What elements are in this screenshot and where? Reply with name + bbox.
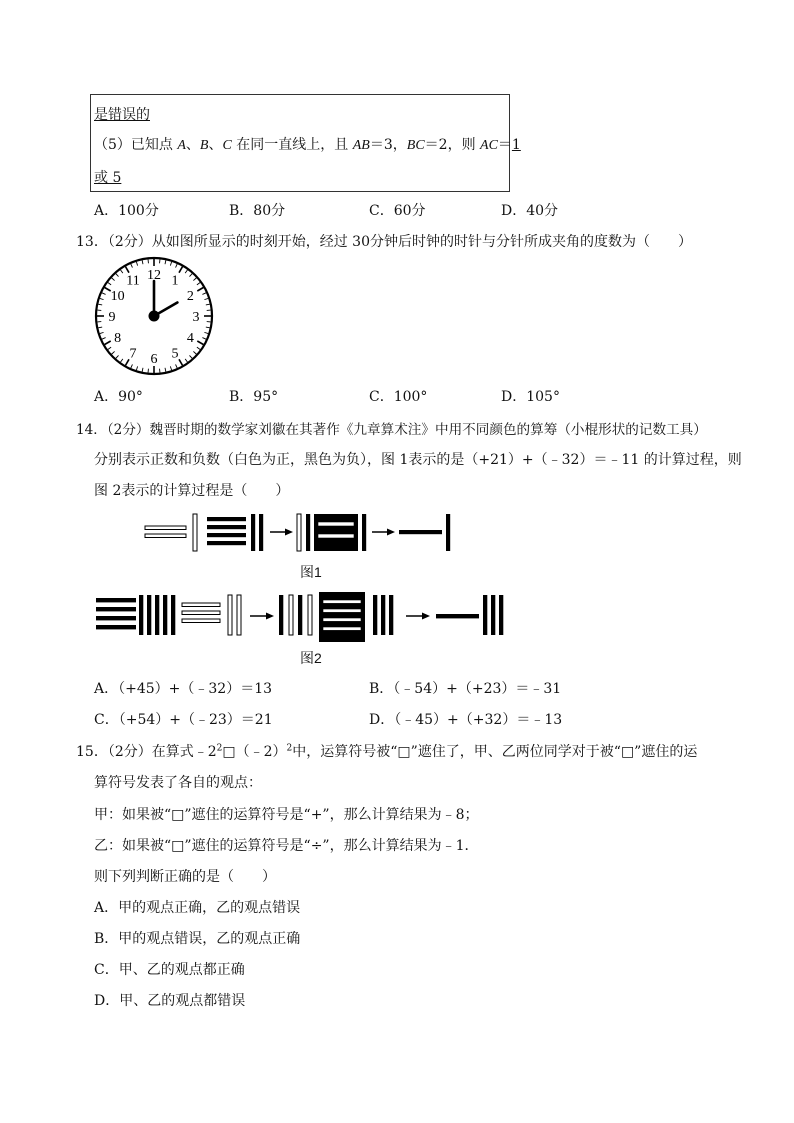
black-rod-vertical (279, 595, 283, 635)
q12-option-c[interactable]: C．60分 (369, 203, 426, 219)
black-rod-vertical (499, 595, 503, 635)
clock-number: 3 (192, 310, 200, 325)
figure-2-label: 图2 (300, 650, 322, 666)
clock-minor-tick (189, 355, 192, 358)
clock-figure (93, 255, 215, 377)
clock-minor-tick (193, 278, 196, 281)
white-rod-vertical (289, 595, 293, 635)
clock-minor-tick (204, 332, 208, 333)
q15-stem-post: 中，运算符号被“□”遮住了，甲、乙两位同学对于被“□”遮住的运 (292, 744, 698, 760)
q12-option-b[interactable]: B．80分 (229, 203, 286, 219)
white-rod-horizontal (182, 603, 220, 607)
q15-statement-jia: 甲：如果被“□”遮住的运算符号是“+”，那么计算结果为﹣8； (94, 807, 479, 823)
clock-number: 6 (150, 352, 158, 367)
clock-major-tick (105, 341, 111, 345)
clock-minor-tick (100, 298, 104, 299)
black-rod-vertical (362, 514, 366, 551)
clock-number: 8 (114, 331, 122, 346)
black-rod-vertical (306, 514, 310, 551)
clock-number: 2 (186, 289, 194, 304)
clock-minor-tick (142, 260, 143, 264)
clock-major-tick (179, 359, 183, 365)
black-rod-block (319, 592, 365, 642)
clock-number: 12 (147, 268, 161, 283)
clock-minor-tick (185, 270, 187, 273)
white-rod-horizontal (323, 609, 361, 612)
black-rod-vertical (139, 595, 143, 635)
black-rod-vertical (373, 595, 377, 635)
black-rod-vertical (446, 514, 450, 551)
q14-option-c[interactable]: C．（+54）+（﹣23）＝21 (94, 712, 273, 728)
arrow-icon (422, 613, 430, 620)
clock-number: 10 (110, 289, 125, 304)
answer-underlined: 1 (511, 137, 521, 153)
clock-minor-tick (197, 347, 200, 349)
black-rod-horizontal (96, 625, 136, 629)
point-a: A (177, 138, 186, 153)
q15-option-a[interactable]: A．甲的观点正确，乙的观点错误 (94, 900, 301, 916)
eq: ＝ (497, 137, 512, 153)
q14-stem-line-2: 分别表示正数和负数（白色为正，黑色为负），图 1表示的是（+21）+（﹣32）＝﹣11 的计算过程，则 (94, 452, 742, 468)
black-rod-horizontal (207, 541, 246, 545)
white-rod-horizontal (323, 600, 361, 603)
clock-major-tick (126, 359, 130, 365)
clock-minor-tick (176, 264, 178, 268)
white-rod-horizontal (182, 611, 220, 615)
clock-minor-tick (197, 282, 200, 284)
arrow-icon (285, 529, 293, 536)
box-line-2-mid: 在同一直线上，且 (231, 137, 353, 153)
q15-option-d[interactable]: D．甲、乙的观点都错误 (94, 993, 246, 1009)
black-rod-horizontal (207, 525, 246, 529)
clock-minor-tick (112, 278, 115, 281)
box-line-2 (94, 134, 521, 154)
clock-number: 5 (171, 346, 179, 362)
clock-minor-tick (116, 274, 119, 277)
white-rod-vertical (308, 595, 312, 635)
clock-minor-tick (136, 366, 137, 370)
segment-bc: BC (406, 138, 425, 153)
black-rod-vertical (163, 595, 167, 635)
black-rod-vertical (298, 595, 302, 635)
clock-minor-tick (136, 262, 137, 266)
clock-minor-tick (189, 274, 192, 277)
clock-minor-tick (131, 264, 133, 268)
white-rod-vertical (237, 595, 241, 635)
white-rod-horizontal (145, 534, 186, 538)
q15-stem-line-1 (76, 741, 697, 761)
black-rod-vertical (259, 514, 263, 551)
black-rod-vertical (147, 595, 151, 635)
q13-option-c[interactable]: C．100° (369, 389, 428, 405)
q15-question: 则下列判断正确的是（ ） (94, 869, 276, 885)
white-rod-horizontal (182, 619, 220, 623)
q13-option-a[interactable]: A．90° (94, 389, 143, 405)
q14-option-d[interactable]: D．（﹣45）+（+32）＝﹣13 (369, 712, 563, 728)
q14-option-b[interactable]: B．（﹣54）+（+23）＝﹣31 (369, 681, 562, 697)
box-line-1: 是错误的 (94, 107, 150, 123)
clock-number: 4 (186, 331, 194, 346)
clock-minor-tick (206, 304, 210, 305)
clock-number: 11 (126, 273, 140, 289)
white-rod-horizontal (323, 627, 361, 630)
clock-minor-tick (98, 304, 102, 305)
q15-stem-pre: 15．（2分）在算式﹣2 (76, 744, 217, 760)
segment-ab: AB (352, 138, 370, 153)
clock-minor-tick (100, 332, 104, 333)
black-rod-vertical (389, 595, 393, 635)
exponent: 2 (286, 743, 293, 754)
white-rod-horizontal (318, 522, 354, 526)
counting-rods-figure-1 (140, 510, 460, 556)
clock-minor-tick (102, 293, 106, 295)
clock-minor-tick (102, 338, 106, 340)
q15-option-b[interactable]: B．甲的观点错误，乙的观点正确 (94, 931, 301, 947)
black-rod-vertical (155, 595, 159, 635)
clock-minor-tick (193, 351, 196, 354)
clock-minor-tick (108, 282, 111, 284)
clock-minor-tick (112, 351, 115, 354)
clock-center (149, 311, 160, 322)
clock-minor-tick (120, 270, 122, 273)
q14-stem-line-1: 14．（2分）魏晋时期的数学家刘徽在其著作《九章算术注》中用不同颜色的算筹（小棍形状的记数工具） (76, 422, 707, 438)
clock-number: 7 (129, 346, 137, 362)
clock-minor-tick (98, 327, 102, 328)
clock-minor-tick (116, 355, 119, 358)
q14-option-a[interactable]: A．（+45）+（﹣32）＝13 (94, 681, 273, 697)
box-line-2-prefix: （5）已知点 (94, 137, 178, 153)
clock-minor-tick (185, 359, 187, 362)
black-rod-horizontal (96, 607, 136, 611)
clock-minor-tick (108, 347, 111, 349)
white-rod-vertical (228, 595, 232, 635)
q13-stem: 13．（2分）从如图所显示的时刻开始，经过 30分钟后时钟的时针与分针所成夹角的度数为（ ） (76, 234, 692, 250)
black-rod-vertical (491, 595, 495, 635)
black-rod-horizontal (96, 616, 136, 620)
eq: ＝2，则 (424, 137, 481, 153)
arrow-icon (387, 529, 395, 536)
q13-option-d[interactable]: D．105° (501, 389, 560, 405)
clock-minor-tick (202, 338, 206, 340)
clock-minor-tick (131, 364, 133, 368)
black-rod-vertical (251, 514, 255, 551)
clock-major-tick (197, 288, 203, 292)
clock-minor-tick (202, 293, 206, 295)
q15-option-c[interactable]: C．甲、乙的观点都正确 (94, 962, 245, 978)
black-rod-horizontal (399, 530, 442, 534)
counting-rods-figure-2 (93, 590, 513, 644)
q12-option-d[interactable]: D．40分 (501, 203, 559, 219)
q14-stem-line-3: 图 2表示的计算过程是（ ） (94, 483, 290, 499)
black-rod-horizontal (207, 517, 246, 521)
black-rod-horizontal (436, 614, 479, 618)
point-c: C (222, 138, 232, 153)
figure-1-label: 图1 (300, 564, 322, 580)
clock-minor-tick (165, 260, 166, 264)
segment-ac: AC (480, 138, 498, 153)
black-rod-block (314, 514, 358, 551)
q12-option-a[interactable]: A．100分 (94, 203, 159, 219)
q15-statement-yi: 乙：如果被“□”遮住的运算符号是“÷”，那么计算结果为﹣1． (94, 838, 479, 854)
black-rod-vertical (171, 595, 175, 635)
box-line-3: 或 5 (94, 170, 122, 186)
clock-minor-tick (170, 366, 171, 370)
point-b: B (199, 138, 209, 153)
q15-stem-line-2: 算符号发表了各自的观点： (94, 775, 262, 791)
q15-stem-mid: □（﹣2） (222, 744, 287, 760)
white-rod-horizontal (145, 526, 186, 530)
black-rod-vertical (381, 595, 385, 635)
sep: 、 (185, 137, 200, 153)
clock-minor-tick (120, 359, 122, 362)
clock-minor-tick (165, 368, 166, 372)
q13-option-b[interactable]: B．95° (229, 389, 279, 405)
white-rod-vertical (193, 514, 197, 551)
eq: ＝3， (369, 137, 407, 153)
black-rod-horizontal (96, 598, 136, 602)
arrow-icon (266, 613, 274, 620)
exponent: 2 (216, 743, 223, 754)
white-rod-horizontal (318, 534, 354, 538)
clock-minor-tick (204, 298, 208, 299)
black-rod-vertical (483, 595, 487, 635)
clock-number: 9 (108, 310, 116, 325)
white-rod-vertical (297, 514, 301, 551)
clock-minor-tick (176, 364, 178, 368)
clock-minor-tick (206, 327, 210, 328)
clock-number: 1 (171, 273, 179, 289)
clock-major-tick (197, 341, 203, 345)
clock-major-tick (126, 267, 130, 273)
clock-minor-tick (170, 262, 171, 266)
black-rod-horizontal (207, 533, 246, 537)
clock-major-tick (179, 267, 183, 273)
sep: 、 (208, 137, 223, 153)
white-rod-horizontal (323, 618, 361, 621)
clock-minor-tick (142, 368, 143, 372)
